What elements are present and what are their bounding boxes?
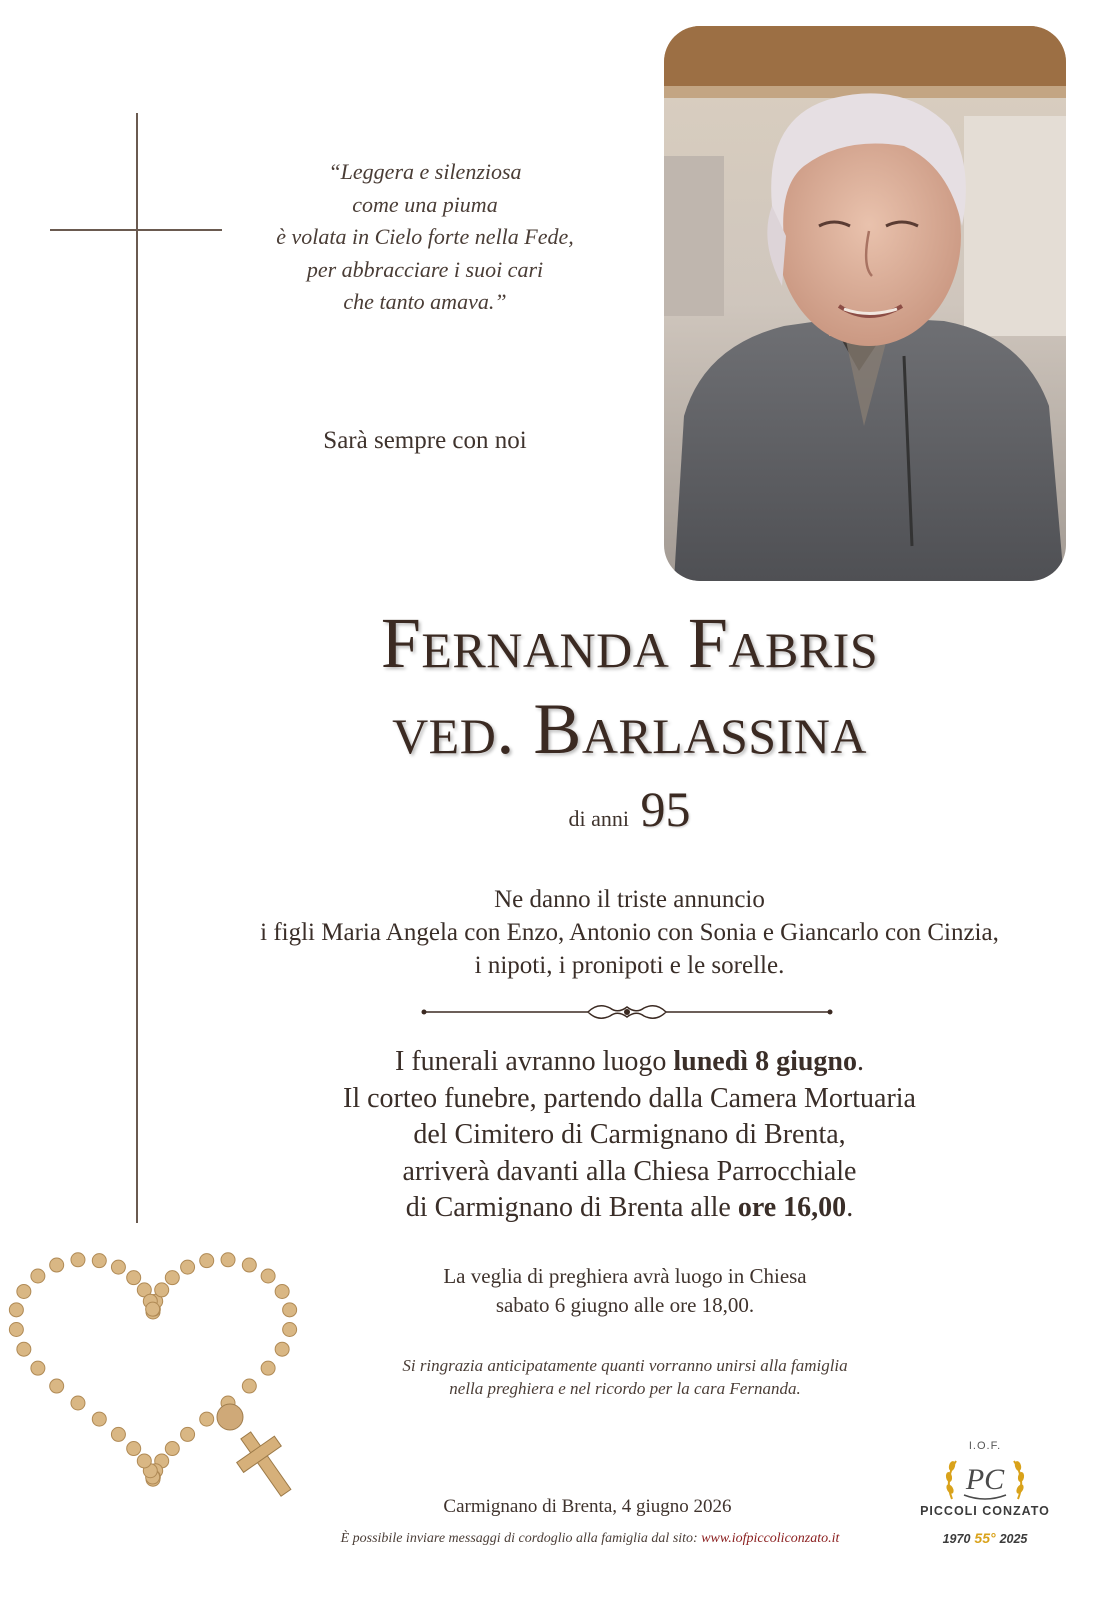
logo-monogram: PC	[965, 1463, 1005, 1496]
funeral-text: di Carmignano di Brenta alle	[405, 1192, 738, 1223]
quote-line: come una piuma	[352, 191, 498, 217]
vigil-line: La veglia di preghiera avrà luogo in Chiesa	[443, 1264, 807, 1288]
motto: Sarà sempre con noi	[323, 427, 527, 454]
vigil-line: sabato 6 giugno alle ore 18,00.	[495, 1293, 755, 1317]
portrait-photo	[664, 26, 1066, 581]
funeral-line	[140, 1044, 1119, 1081]
funeral-line	[140, 1190, 1119, 1227]
announcement	[140, 883, 1119, 982]
logo-year-start: 1970	[942, 1532, 971, 1546]
funeral-line: arriverà davanti alla Chiesa Parrocchiale	[402, 1155, 857, 1187]
logo-anniversary: 55°	[974, 1530, 996, 1546]
funeral-home-logo	[905, 1437, 1065, 1587]
funeral-text: I funerali avranno luogo	[395, 1046, 674, 1077]
condolence-note	[240, 1531, 940, 1547]
funeral-time: ore 16,00	[737, 1192, 847, 1223]
deceased-married-name: ved. Barlassina	[392, 689, 867, 769]
age-prefix: di anni	[568, 806, 629, 831]
funeral-details	[140, 1044, 1119, 1227]
funeral-line: del Cimitero di Carmignano di Brenta,	[413, 1119, 846, 1150]
ornamental-divider	[420, 998, 834, 1026]
funeral-line: Il corteo funebre, partendo dalla Camera Mortuaria	[343, 1082, 916, 1114]
logo-iof-text: I.O.F.	[968, 1440, 1002, 1452]
place-and-date: Carmignano di Brenta, 4 giugno 2026	[443, 1496, 732, 1517]
logo-years	[905, 1530, 1065, 1546]
announcement-line: Ne danno il triste annuncio	[494, 886, 765, 913]
quote-line: è volata in Cielo forte nella Fede,	[276, 224, 574, 249]
condolence-website-link[interactable]: www.iofpiccoliconzato.it	[701, 1531, 840, 1546]
logo-year-end: 2025	[999, 1532, 1028, 1546]
announcement-line: i figli Maria Angela con Enzo, Antonio con Sonia e Giancarlo con Cinzia,	[260, 919, 999, 946]
quote-line: che tanto amava.”	[343, 289, 507, 314]
age-value: 95	[640, 781, 691, 837]
quote-line: “Leggera e silenziosa	[328, 159, 522, 184]
rosary-heart-image	[8, 1235, 328, 1505]
thanks-line: nella preghiera e nel ricordo per la cara Fernanda.	[449, 1379, 801, 1398]
logo-emblem	[942, 1451, 1028, 1507]
age	[140, 780, 1119, 838]
announcement-line: i nipoti, i pronipoti e le sorelle.	[474, 952, 785, 979]
quote-line: per abbracciare i suoi cari	[306, 256, 544, 282]
deceased-name: Fernanda Fabris	[380, 603, 879, 683]
logo-name: PICCOLI CONZATO	[920, 1504, 1050, 1518]
quote	[230, 156, 620, 319]
funeral-date: lunedì 8 giugno	[673, 1046, 857, 1077]
cross-horizontal-line	[50, 229, 222, 231]
funeral-text: .	[846, 1192, 854, 1223]
cross-vertical-line	[136, 113, 138, 1223]
thanks-line: Si ringrazia anticipatamente quanti vorranno unirsi alla famiglia	[402, 1356, 848, 1375]
funeral-text: .	[857, 1046, 864, 1077]
condolence-text: È possibile inviare messaggi di cordoglio alla famiglia dal sito:	[340, 1531, 702, 1546]
